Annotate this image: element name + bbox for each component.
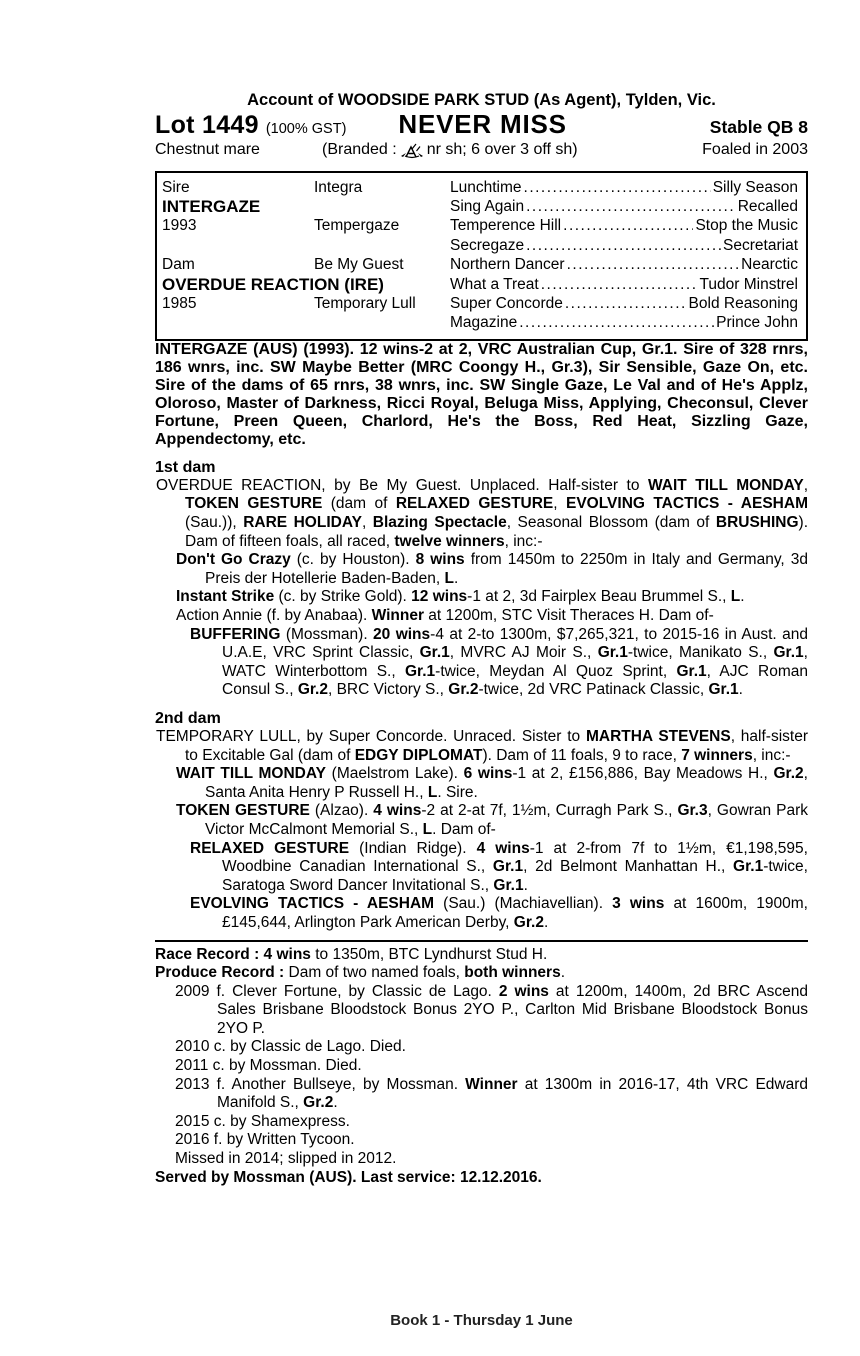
sire-name: INTERGAZE bbox=[162, 197, 261, 216]
pedigree-cell bbox=[314, 197, 450, 216]
ancestor-pair bbox=[450, 178, 798, 197]
ancestor-left: Northern Dancer bbox=[450, 256, 565, 274]
branded-suffix: nr sh; 6 over 3 off sh) bbox=[426, 140, 578, 158]
foal-entry: 2010 c. by Classic de Lago. Died. bbox=[175, 1038, 406, 1056]
branded-line bbox=[322, 141, 578, 160]
grandsire-name: Integra bbox=[314, 178, 363, 196]
brand-mark-icon bbox=[399, 143, 425, 161]
leader-dots bbox=[565, 294, 687, 313]
horse-entry-paragraph: Don't Go Crazy (c. by Houston). 8 wins from 1450m to 2250m in Italy and Germany, 3d Preis der Hotellerie Baden-Baden, L. bbox=[176, 551, 808, 587]
ancestor-right: Silly Season bbox=[712, 178, 798, 196]
pedigree-row bbox=[162, 255, 798, 274]
pedigree-row bbox=[162, 313, 798, 332]
lot-number: Lot 1449 bbox=[155, 111, 259, 139]
second-dam-paragraph: TEMPORARY LULL, by Super Concorde. Unraced. Sister to MARTHA STEVENS, half-sister to Excitable Gal (dam of EDGY DIPLOMAT). Dam of 11 foals, 9 to race, 7 winners, inc:- bbox=[156, 727, 808, 764]
pedigree-cell bbox=[162, 313, 314, 332]
ancestor-left: Lunchtime bbox=[450, 178, 522, 196]
pedigree-row bbox=[162, 275, 798, 294]
dam-name: OVERDUE REACTION (IRE) bbox=[162, 274, 384, 294]
second-dam-name: Temporary Lull bbox=[314, 295, 416, 313]
pedigree-row bbox=[162, 236, 798, 255]
dam-year: 1985 bbox=[162, 295, 197, 313]
ancestor-right: Prince John bbox=[716, 314, 798, 332]
horse-entry-paragraph: Instant Strike (c. by Strike Gold). 12 wins-1 at 2, 3d Fairplex Beau Brummel S., L. bbox=[176, 588, 745, 606]
ancestor-pair bbox=[450, 255, 798, 274]
pedigree-row bbox=[162, 178, 798, 197]
foal-entry: 2015 c. by Shamexpress. bbox=[175, 1112, 350, 1130]
description-row bbox=[155, 141, 808, 163]
ancestor-left: Sing Again bbox=[450, 198, 525, 215]
ancestor-left: Secregaze bbox=[450, 236, 525, 254]
stable-number: Stable QB 8 bbox=[709, 117, 808, 137]
served-by-line: Served by Mossman (AUS). Last service: 12.12.2016. bbox=[155, 1168, 542, 1186]
sire-summary-paragraph: INTERGAZE (AUS) (1993). 12 wins-2 at 2, VRC Australian Cup, Gr.1. Sire of 328 rnrs, 186 wnrs, inc. SW Maybe Better (MRC Coongy H., Gr.3), Sir Sensible, Gaze On, etc. Sire of the dams of 65 rnrs, 38 wnrs, inc. SW Single Gaze, Le Val and of He's Applz, Oloroso, Master of Darkness, Ricci Royal, Beluga Miss, Applying, Checonsul, Clever Fortune, Preen Queen, Charlord, He's the Boss, Red Heat, Sizzling Gaze, Appendectomy, etc. bbox=[155, 340, 808, 448]
second-dam-heading: 2nd dam bbox=[155, 709, 221, 727]
pedigree-cell bbox=[314, 275, 450, 294]
horse-entry-paragraph: TOKEN GESTURE (Alzao). 4 wins-2 at 2-at 7f, 1½m, Curragh Park S., Gr.3, Gowran Park Victor McCalmont Memorial S., L. Dam of- bbox=[176, 802, 809, 838]
foal-entry: 2011 c. by Mossman. Died. bbox=[175, 1057, 362, 1075]
ancestor-right: Stop the Music bbox=[695, 217, 798, 235]
colour-sex: Chestnut mare bbox=[155, 140, 260, 158]
branded-prefix: (Branded : bbox=[322, 140, 397, 158]
ancestor-right: Secretariat bbox=[723, 236, 798, 254]
leader-dots bbox=[563, 216, 693, 235]
horse-entry-paragraph: RELAXED GESTURE (Indian Ridge). 4 wins-1 at 2-from 7f to 1½m, €1,198,595, Woodbine Canadian International S., Gr.1, 2d Belmont Manhattan H., Gr.1-twice, Saratoga Sword Dancer Invitational S., Gr.1. bbox=[190, 839, 808, 894]
ancestor-pair bbox=[450, 313, 798, 332]
leader-dots bbox=[519, 313, 714, 332]
section-divider bbox=[155, 940, 808, 942]
produce-record-line: Produce Record : Dam of two named foals, both winners. bbox=[155, 964, 566, 982]
granddam-name: Tempergaze bbox=[314, 217, 400, 235]
pedigree-cell bbox=[162, 236, 314, 255]
horse-entry-paragraph: WAIT TILL MONDAY (Maelstrom Lake). 6 wins-1 at 2, £156,886, Bay Meadows H., Gr.2, Santa Anita Henry P Russell H., L. Sire. bbox=[176, 765, 808, 801]
pedigree-table bbox=[155, 171, 808, 341]
ancestor-left: Magazine bbox=[450, 314, 518, 332]
horse-name: NEVER MISS bbox=[398, 109, 567, 139]
leader-dots bbox=[524, 178, 711, 197]
foal-entry: 2009 f. Clever Fortune, by Classic de Lago. 2 wins at 1200m, 1400m, 2d BRC Ascend Sales Brisbane Bloodstock Bonus 2YO P., Carlton Mid Brisbane Bloodstock Bonus 2YO P. bbox=[175, 982, 808, 1037]
page-content bbox=[155, 90, 808, 1187]
foal-entry: 2016 f. by Written Tycoon. bbox=[175, 1131, 355, 1149]
ancestor-pair bbox=[450, 216, 798, 235]
horse-entry-paragraph: BUFFERING (Mossman). 20 wins-4 at 2-to 1300m, $7,265,321, to 2015-16 in Aust. and U.A.E, VRC Sprint Classic, Gr.1, MVRC AJ Moir S., Gr.1-twice, Manikato S., Gr.1, WATC Winterbottom S., Gr.1-twice, Meydan Al Quoz Sprint, Gr.1, AJC Roman Consul S., Gr.2, BRC Victory S., Gr.2-twice, 2d VRC Patinack Classic, Gr.1. bbox=[190, 625, 808, 699]
ancestor-left: Super Concorde bbox=[450, 295, 563, 313]
pedigree-row bbox=[162, 294, 798, 313]
foal-entry: 2013 f. Another Bullseye, by Mossman. Winner at 1300m in 2016-17, 4th VRC Edward Manifold S., Gr.2. bbox=[175, 1075, 808, 1112]
leader-dots bbox=[526, 197, 736, 216]
sire-year: 1993 bbox=[162, 217, 197, 235]
ancestor-right: Tudor Minstrel bbox=[699, 275, 798, 293]
horse-entry-paragraph: EVOLVING TACTICS - AESHAM (Sau.) (Machiavellian). 3 wins at 1600m, 1900m, £145,644, Arlington Park American Derby, Gr.2. bbox=[190, 895, 808, 931]
race-record-line: Race Record : 4 wins to 1350m, BTC Lyndhurst Stud H. bbox=[155, 945, 548, 963]
horse-entry-paragraph: Action Annie (f. by Anabaa). Winner at 1200m, STC Visit Theraces H. Dam of- bbox=[176, 607, 714, 624]
page-footer: Book 1 - Thursday 1 June bbox=[390, 1312, 573, 1329]
ancestor-left: What a Treat bbox=[450, 275, 539, 293]
ancestor-left: Temperence Hill bbox=[450, 217, 562, 235]
first-dam-paragraph: OVERDUE REACTION, by Be My Guest. Unplaced. Half-sister to WAIT TILL MONDAY, TOKEN GESTURE (dam of RELAXED GESTURE, EVOLVING TACTICS - AESHAM (Sau.)), RARE HOLIDAY, Blazing Spectacle, Seasonal Blossom (dam of BRUSHING). Dam of fifteen foals, all raced, twelve winners, inc:- bbox=[156, 476, 809, 550]
foaled-year: Foaled in 2003 bbox=[702, 140, 808, 158]
ancestor-pair bbox=[450, 197, 798, 216]
ancestor-pair bbox=[450, 294, 798, 313]
sire-label: Sire bbox=[162, 178, 190, 196]
lot-header-row bbox=[155, 109, 808, 139]
leader-dots bbox=[567, 255, 740, 274]
leader-dots bbox=[526, 236, 721, 255]
pedigree-row bbox=[162, 197, 798, 216]
first-dam-heading: 1st dam bbox=[155, 458, 216, 476]
dam-label: Dam bbox=[162, 256, 195, 274]
pedigree-row bbox=[162, 216, 798, 235]
leader-dots bbox=[541, 275, 698, 294]
damsire-name: Be My Guest bbox=[314, 256, 404, 274]
ancestor-right: Nearctic bbox=[741, 256, 798, 274]
ancestor-pair bbox=[450, 275, 798, 294]
gst-note: (100% GST) bbox=[265, 121, 347, 137]
missed-line: Missed in 2014; slipped in 2012. bbox=[175, 1150, 397, 1168]
pedigree-cell bbox=[314, 236, 450, 255]
ancestor-right: Recalled bbox=[737, 198, 798, 215]
ancestor-pair bbox=[450, 236, 798, 255]
ancestor-right: Bold Reasoning bbox=[688, 295, 798, 313]
pedigree-cell bbox=[314, 313, 450, 332]
account-line: Account of WOODSIDE PARK STUD (As Agent), Tylden, Vic. bbox=[247, 91, 716, 109]
